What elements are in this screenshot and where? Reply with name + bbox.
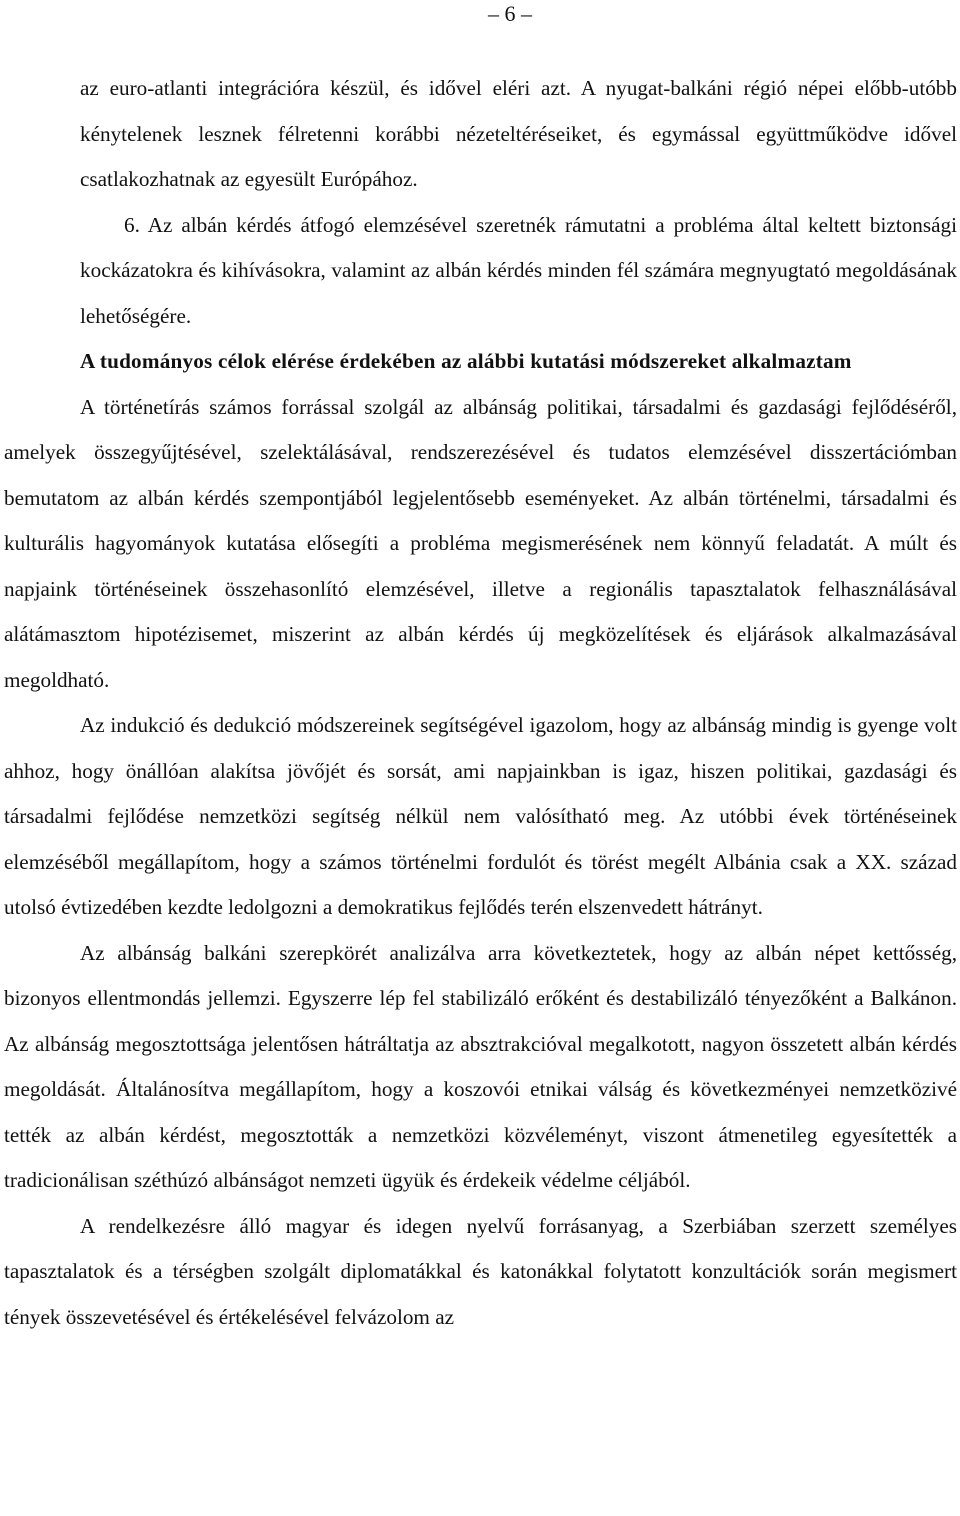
document-body: [4, 66, 957, 1340]
paragraph-sources: A rendelkezésre álló magyar és idegen nyelvű forrásanyag, a Szerbiában szerzett személyes tapasztalatok és a térségben szolgált diplomatákkal és katonákkal folytatott konzultációk során megismert tények összevetésével és értékelésével felvázolom az: [4, 1213, 957, 1329]
paragraph-continued: az euro-atlanti integrációra készül, és idővel eléri azt. A nyugat-balkáni régió népei előbb-utóbb kénytelenek lesznek félretenni korábbi nézeteltéréseiket, és egymással együttműködve idővel csatlakozhatnak az egyesült Európához.: [80, 76, 957, 191]
page-number: [0, 2, 960, 26]
paragraph-numbered-6: 6. Az albán kérdés átfogó elemzésével szeretnék rámutatni a probléma által keltett biztonsági kockázatokra és kihívásokra, valamint az albán kérdés minden fél számára megnyugtató megoldásának lehetőségére.: [80, 212, 957, 328]
page-number-label: – 6 –: [488, 1, 532, 26]
paragraph-historiography: A történetírás számos forrással szolgál az albánság politikai, társadalmi és gazdasági fejlődéséről, amelyek összegyűjtésével, szelektálásával, rendszerezésével és tudatos elemzésével disszertációmban bemutatom az albán kérdés szempontjából legjelentősebb eseményeket. Az albán történelmi, társadalmi és kulturális hagyományok kutatása elősegíti a probléma megismerésének nem könnyű feladatát. A múlt és napjaink történéseinek összehasonlító elemzésével, illetve a regionális tapasztalatok felhasználásával alátámasztom hipotézisemet, miszerint az albán kérdés új megközelítések és eljárások alkalmazásával megoldható.: [4, 394, 957, 692]
section-heading: A tudományos célok elérése érdekében az alábbi kutatási módszereket alkalmaztam: [80, 349, 852, 373]
paragraph-balkan-role: Az albánság balkáni szerepkörét analizálva arra következtetek, hogy az albán népet kettősség, bizonyos ellentmondás jellemzi. Egyszerre lép fel stabilizáló erőként és destabilizáló tényezőként a Balkánon. Az albánság megosztottsága jelentősen hátráltatja az absztrakcióval megalkotott, nagyon összetett albán kérdés megoldását. Általánosítva megállapítom, hogy a koszovói etnikai válság és következményei nemzetközivé tették az albán kérdést, megosztották a nemzetközi közvéleményt, viszont átmenetileg egyesítették a tradicionálisan széthúzó albánságot nemzeti ügyük és érdekeik védelme céljából.: [4, 940, 957, 1192]
paragraph-induction-deduction: Az indukció és dedukció módszereinek segítségével igazolom, hogy az albánság mindig is gyenge volt ahhoz, hogy önállóan alakítsa jövőjét és sorsát, ami napjainkban is igaz, hiszen politikai, gazdasági és társadalmi fejlődése nemzetközi segítség nélkül nem valósítható meg. Az utóbbi évek történéseinek elemzéséből megállapítom, hogy a számos történelmi fordulót és törést megélt Albánia csak a XX. század utolsó évtizedében kezdte ledolgozni a demokratikus fejlődés terén elszenvedett hátrányt.: [4, 713, 957, 919]
